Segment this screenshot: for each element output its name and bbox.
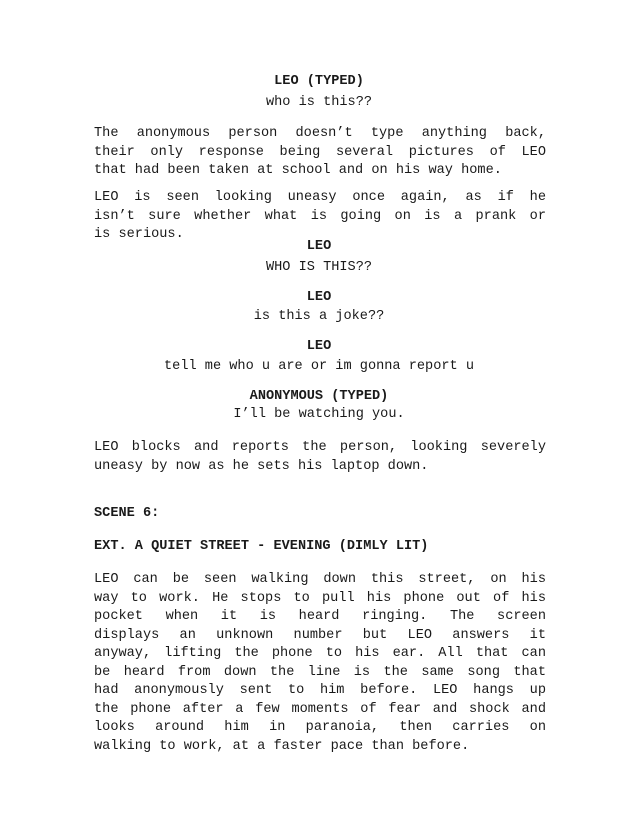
action-paragraph-1 (94, 125, 546, 181)
dialogue-watching-you: I’ll be watching you. (233, 407, 405, 422)
action-line: pocket when it is heard ringing. The screen (94, 609, 546, 624)
action-line: that had been taken at school and on his way home. (94, 163, 502, 178)
action-line: their only response being several pictures of LEO (94, 144, 546, 160)
action-paragraph-2 (94, 189, 546, 245)
action-line: displays an unknown number but LEO answers it (94, 627, 546, 643)
character-name-anonymous-typed: ANONYMOUS (TYPED) (249, 389, 389, 404)
action-line: LEO blocks and reports the person, looking severely (94, 440, 546, 455)
action-line: LEO is seen looking uneasy once again, as if he (94, 190, 546, 205)
character-name-leo: LEO (306, 239, 332, 254)
action-line: looks around him in paranoia, then carries on (94, 720, 546, 735)
action-line: anyway, lifting the phone to his ear. All that can (94, 646, 546, 661)
action-line: isn’t sure whether what is going on is a prank or (94, 208, 546, 224)
scene-slugline: EXT. A QUIET STREET - EVENING (DIMLY LIT) (94, 539, 429, 554)
action-line: the phone after a few moments of fear and shock and (94, 701, 546, 717)
character-name-leo-typed: LEO (TYPED) (274, 74, 364, 89)
action-paragraph-4 (94, 571, 546, 756)
action-line: be heard from down the line is the same song that (94, 664, 546, 680)
dialogue-is-this-a-joke: is this a joke?? (253, 309, 385, 324)
character-name-leo: LEO (306, 290, 332, 305)
action-line: is serious. (94, 227, 184, 242)
action-line: walking to work, at a faster pace than before. (94, 738, 470, 754)
action-paragraph-3 (94, 439, 546, 476)
action-line: The anonymous person doesn’t type anything back, (94, 126, 546, 141)
dialogue-who-is-this: who is this?? (265, 95, 373, 110)
action-line: way to work. He stops to pull his phone out of his (94, 590, 546, 606)
dialogue-report-threat: tell me who u are or im gonna report u (164, 359, 474, 374)
action-line: LEO can be seen walking down this street, on his (94, 572, 546, 587)
character-name-leo: LEO (306, 339, 332, 354)
action-line: uneasy by now as he sets his laptop down. (94, 458, 429, 474)
dialogue-who-is-this-caps: WHO IS THIS?? (265, 260, 373, 275)
action-line: had anonymously sent to him before. LEO hangs up (94, 683, 546, 698)
scene-number-heading: SCENE 6: (94, 506, 160, 521)
